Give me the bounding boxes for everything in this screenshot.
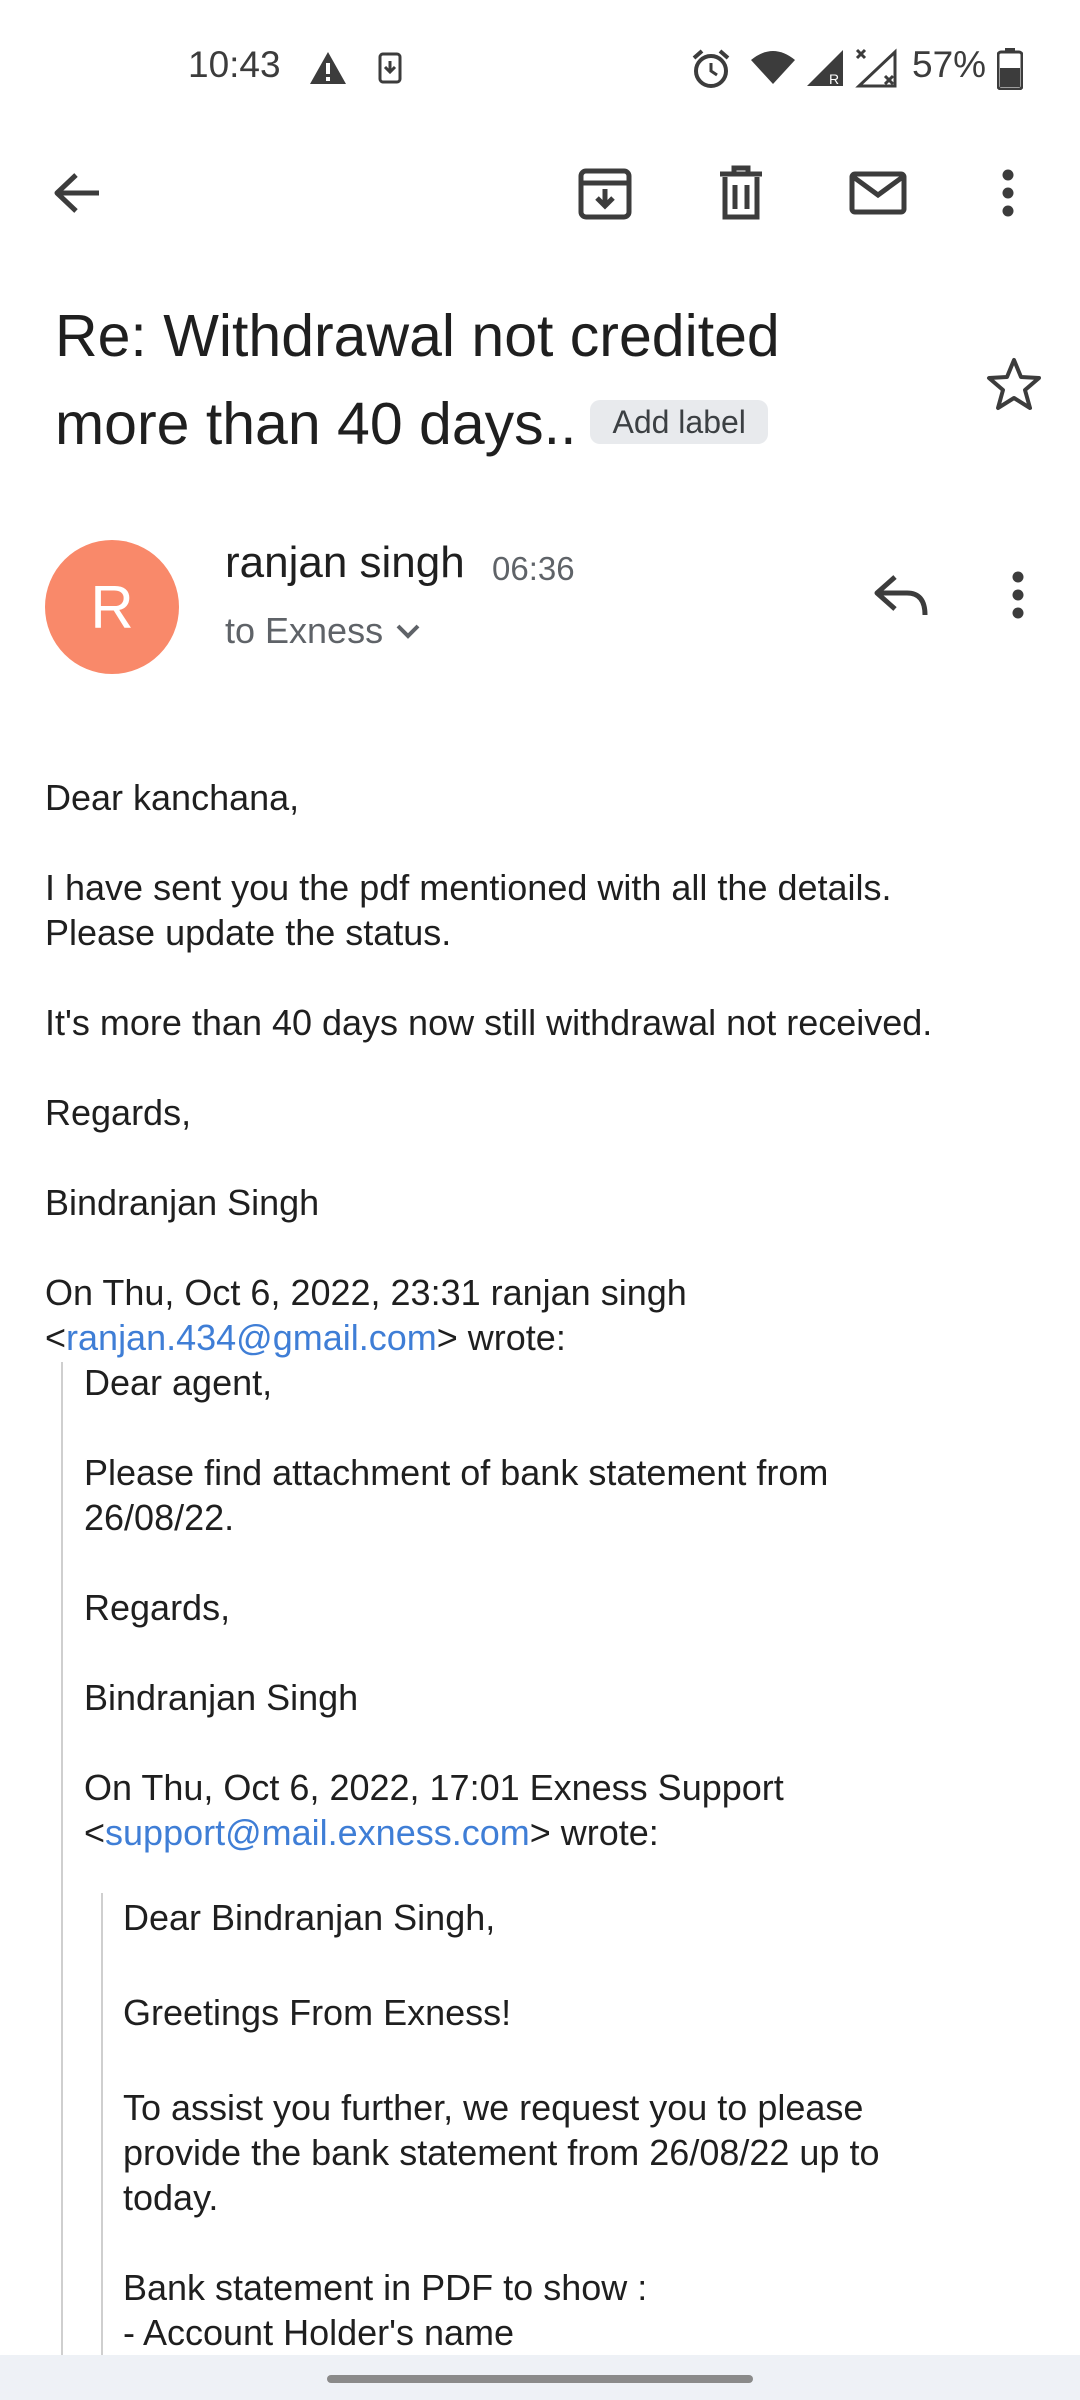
wifi-icon bbox=[750, 50, 796, 91]
body-greeting: Dear kanchana, bbox=[45, 777, 300, 818]
body-signature: Bindranjan Singh bbox=[45, 1182, 320, 1223]
status-time: 10:43 bbox=[188, 44, 281, 85]
no-signal-icon bbox=[855, 46, 899, 95]
quote-header: <support@mail.exness.com> wrote: bbox=[84, 1812, 659, 1853]
quote-header: On Thu, Oct 6, 2022, 17:01 Exness Support bbox=[84, 1767, 784, 1808]
star-icon bbox=[986, 357, 1042, 411]
quote-header: <ranjan.434@gmail.com> wrote: bbox=[45, 1317, 566, 1358]
recipient-details-toggle[interactable] bbox=[225, 610, 421, 652]
message-more-button[interactable] bbox=[975, 552, 1061, 638]
quote-header: On Thu, Oct 6, 2022, 23:31 ranjan singh bbox=[45, 1272, 687, 1313]
quote-line: Please find attachment of bank statement from bbox=[84, 1452, 829, 1493]
chevron-down-icon bbox=[395, 622, 421, 640]
body-line: Please update the status. bbox=[45, 912, 452, 953]
quote-greeting: Dear Bindranjan Singh, bbox=[123, 1897, 496, 1938]
sender-avatar[interactable]: R bbox=[45, 540, 179, 674]
mark-unread-button[interactable] bbox=[833, 148, 923, 238]
mark-unread-icon bbox=[849, 171, 907, 215]
status-bar bbox=[0, 0, 1080, 140]
archive-icon bbox=[577, 165, 633, 221]
email-subject bbox=[55, 292, 915, 468]
quote-line: provide the bank statement from 26/08/22 up to bbox=[123, 2132, 880, 2173]
quote-greeting: Dear agent, bbox=[84, 1362, 273, 1403]
quote-line: To assist you further, we request you to please bbox=[123, 2087, 864, 2128]
body-regards: Regards, bbox=[45, 1092, 192, 1133]
signal-roaming-icon bbox=[805, 48, 845, 93]
archive-button[interactable] bbox=[560, 148, 650, 238]
back-button[interactable] bbox=[32, 148, 122, 238]
back-arrow-icon bbox=[52, 171, 102, 215]
quote-bar bbox=[101, 1893, 103, 2363]
recipient-text: to Exness bbox=[225, 610, 384, 651]
delete-icon bbox=[718, 165, 764, 221]
quote-line: - Account Holder's name bbox=[123, 2312, 515, 2353]
email-link[interactable]: support@mail.exness.com bbox=[105, 1812, 530, 1853]
add-label-chip[interactable]: Add label bbox=[590, 400, 767, 444]
download-icon bbox=[378, 52, 402, 89]
quote-line: Greetings From Exness! bbox=[123, 1992, 512, 2033]
quote-regards: Regards, bbox=[84, 1587, 231, 1628]
quote-line: today. bbox=[123, 2177, 219, 2218]
home-gesture-handle[interactable] bbox=[327, 2375, 753, 2383]
battery-percentage: 57% bbox=[912, 44, 987, 85]
more-vert-icon bbox=[1011, 571, 1025, 619]
delete-button[interactable] bbox=[696, 148, 786, 238]
subject-text: Re: Withdrawal not credited more than 40 days.. bbox=[55, 303, 780, 457]
email-link[interactable]: ranjan.434@gmail.com bbox=[66, 1317, 437, 1358]
body-line: It's more than 40 days now still withdrawal not received. bbox=[45, 1002, 933, 1043]
quote-bar bbox=[61, 1362, 63, 2362]
reply-icon bbox=[873, 573, 929, 617]
quote-line: 26/08/22. bbox=[84, 1497, 235, 1538]
alarm-icon bbox=[690, 48, 732, 95]
reply-button[interactable] bbox=[858, 552, 944, 638]
warning-icon bbox=[308, 50, 348, 91]
more-options-button[interactable] bbox=[963, 148, 1053, 238]
quote-line: Bank statement in PDF to show : bbox=[123, 2267, 648, 2308]
star-button[interactable] bbox=[970, 340, 1058, 428]
quote-header-wrote: > wrote: bbox=[529, 1812, 659, 1853]
more-vert-icon bbox=[1001, 169, 1015, 217]
quote-signature: Bindranjan Singh bbox=[84, 1677, 359, 1718]
quote-header-wrote: > wrote: bbox=[436, 1317, 566, 1358]
svg-text:R: R bbox=[829, 71, 840, 87]
sender-name: ranjan singh bbox=[225, 538, 465, 587]
battery-icon bbox=[997, 48, 1023, 95]
body-line: I have sent you the pdf mentioned with all the details. bbox=[45, 867, 892, 908]
sent-time: 06:36 bbox=[492, 550, 575, 587]
